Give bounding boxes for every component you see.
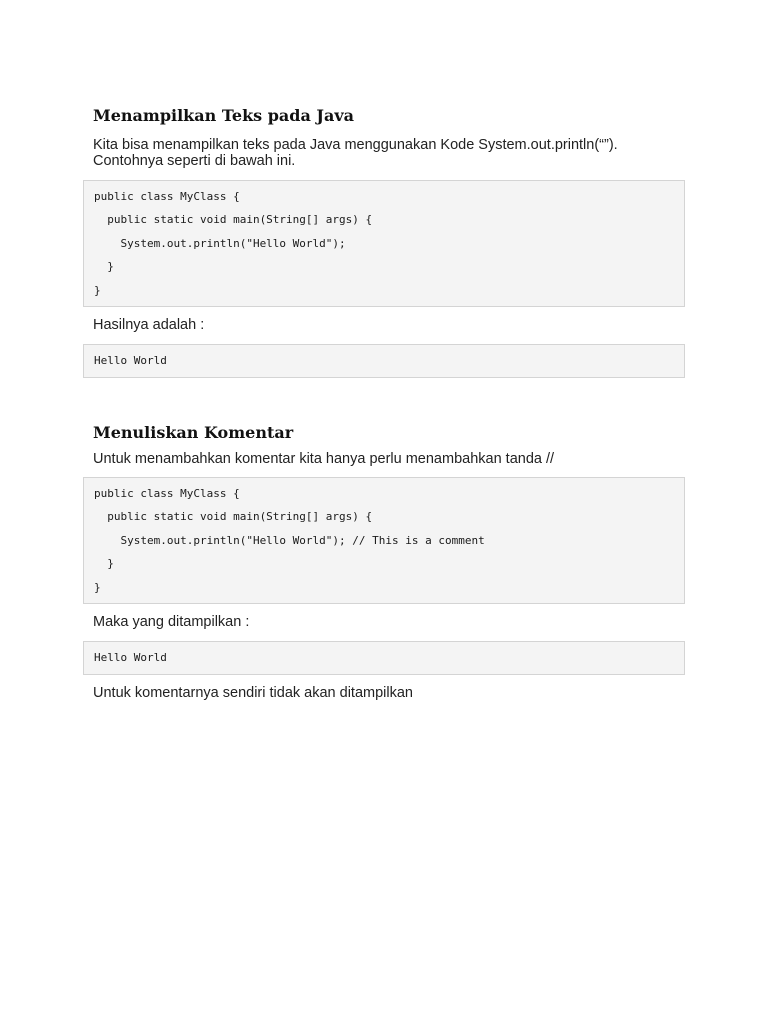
- code-line: }: [94, 260, 114, 274]
- section-heading-display-text: Menampilkan Teks pada Java: [93, 106, 355, 125]
- result-label: Hasilnya adalah :: [93, 316, 205, 333]
- code-line: public static void main(String[] args) {: [94, 510, 373, 524]
- code-line: }: [94, 557, 114, 571]
- document-page: [83, 104, 685, 701]
- closing-note: Untuk komentarnya sendiri tidak akan ditampilkan: [93, 684, 413, 701]
- code-line: public class MyClass {: [94, 486, 240, 500]
- code-line: }: [94, 283, 101, 297]
- code-line: System.out.println("Hello World");: [94, 236, 346, 250]
- code-line: public static void main(String[] args) {: [94, 213, 373, 227]
- output-block-hello-world: [83, 344, 685, 378]
- result-label: Maka yang ditampilkan :: [93, 613, 250, 630]
- section-intro-line-1: Kita bisa menampilkan teks pada Java menggunakan Kode System.out.println(“”).: [93, 137, 618, 153]
- section-heading-comments: Menuliskan Komentar: [93, 422, 294, 442]
- code-block-comment: [83, 477, 685, 604]
- code-block-hello-world: [83, 180, 685, 307]
- output-line: Hello World: [94, 650, 167, 664]
- code-line: }: [94, 580, 101, 594]
- output-line: Hello World: [94, 353, 167, 367]
- code-line: public class MyClass {: [94, 190, 240, 203]
- code-line: System.out.println("Hello World"); // This is a comment: [94, 533, 485, 547]
- output-block-comment: [83, 641, 685, 675]
- section-intro: Untuk menambahkan komentar kita hanya perlu menambahkan tanda //: [93, 450, 555, 467]
- section-intro-line-2: Contohnya seperti di bawah ini.: [93, 153, 296, 169]
